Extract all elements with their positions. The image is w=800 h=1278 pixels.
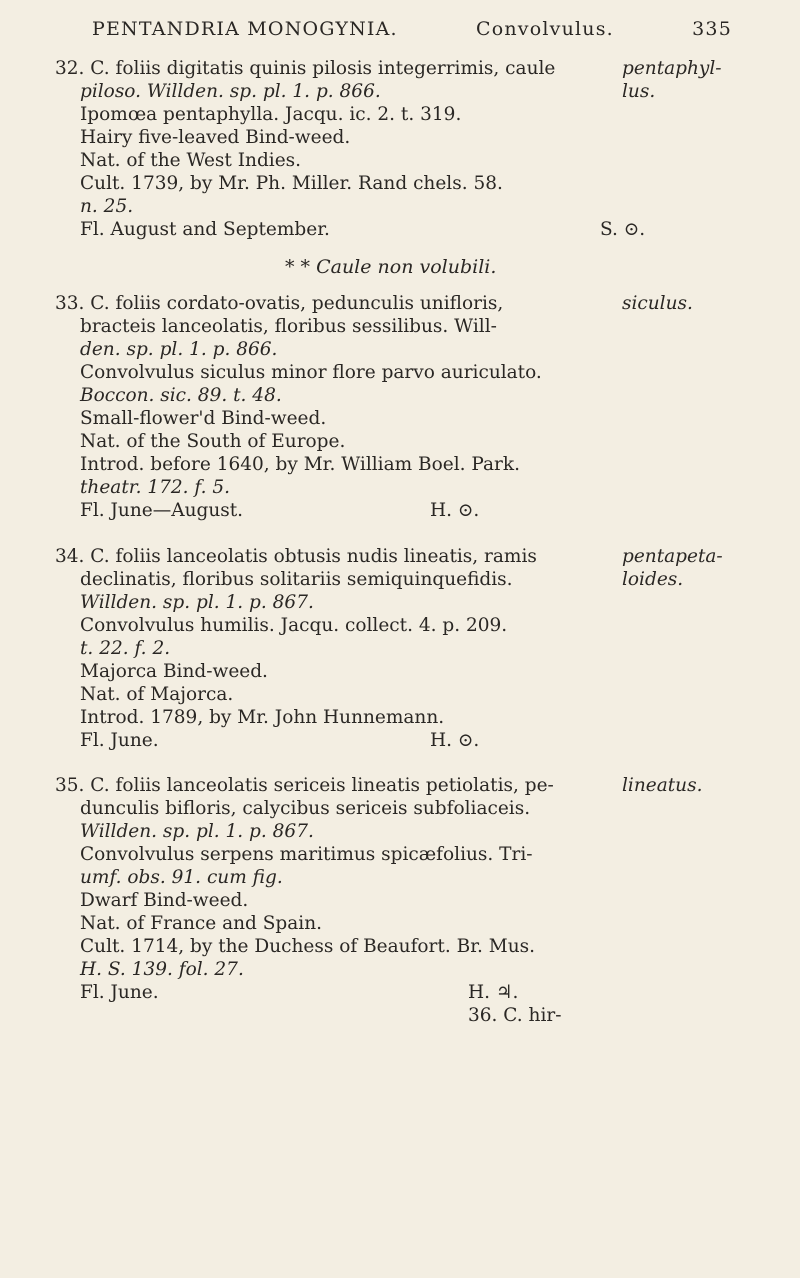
entry-32-line-9: S. ⊙. — [600, 219, 646, 240]
entry-32-line-7: n. 25. — [80, 196, 134, 217]
header-genus: Convolvulus. — [475, 18, 614, 40]
entry-35-line-1: 35. C. foliis lanceolatis sericeis lineatis petiolatis, pe- — [55, 775, 554, 796]
entry-32-epithet-1: pentaphyl- — [622, 58, 722, 79]
catchword: 36. C. hir- — [468, 1005, 562, 1026]
entry-33-line-11: H. ⊙. — [430, 500, 480, 521]
entry-34-epithet-2: loides. — [622, 569, 684, 590]
entry-35-epithet: lineatus. — [622, 775, 703, 796]
running-header — [92, 18, 732, 40]
entry-33-line-10: Fl. June—August. — [80, 500, 244, 521]
entry-35-line-7: Nat. of France and Spain. — [80, 913, 323, 934]
entry-35-line-9: H. S. 139. fol. 27. — [80, 959, 244, 980]
entry-34-line-1: 34. C. foliis lanceolatis obtusis nudis lineatis, ramis — [55, 546, 537, 567]
entry-32-epithet-2: lus. — [622, 81, 656, 102]
entry-32-line-3: Ipomœa pentaphylla. Jacqu. ic. 2. t. 319. — [80, 104, 462, 125]
entry-34-line-2: declinatis, floribus solitariis semiquinquefidis. — [80, 569, 513, 590]
entry-35-line-6: Dwarf Bind-weed. — [80, 890, 249, 911]
entry-33-line-5: Boccon. sic. 89. t. 48. — [80, 385, 282, 406]
header-class-order: PENTANDRIA MONOGYNIA. — [92, 18, 398, 40]
entry-35-line-3: Willden. sp. pl. 1. p. 867. — [80, 821, 314, 842]
entry-34-line-9: Fl. June. — [80, 730, 159, 751]
entry-33-epithet: siculus. — [622, 293, 693, 314]
entry-35-line-8: Cult. 1714, by the Duchess of Beaufort. Br. Mus. — [80, 936, 535, 957]
entry-33-line-3: den. sp. pl. 1. p. 866. — [80, 339, 278, 360]
section-heading: * * Caule non volubili. — [285, 256, 497, 278]
entry-34-line-8: Introd. 1789, by Mr. John Hunnemann. — [80, 707, 445, 728]
entry-34-line-3: Willden. sp. pl. 1. p. 867. — [80, 592, 314, 613]
entry-33-line-6: Small-flower'd Bind-weed. — [80, 408, 327, 429]
entry-33-line-2: bracteis lanceolatis, floribus sessilibus. Will- — [80, 316, 497, 337]
entry-34-line-10: H. ⊙. — [430, 730, 480, 751]
entry-35-line-11: H. ♃. — [468, 982, 519, 1003]
entry-35-line-2: dunculis bifloris, calycibus sericeis subfoliaceis. — [80, 798, 531, 819]
entry-35-line-5: umf. obs. 91. cum fig. — [80, 867, 283, 888]
entry-32-line-8: Fl. August and September. — [80, 219, 330, 240]
entry-32-line-5: Nat. of the West Indies. — [80, 150, 302, 171]
entry-33-line-4: Convolvulus siculus minor flore parvo auriculato. — [80, 362, 542, 383]
entry-34-line-4: Convolvulus humilis. Jacqu. collect. 4. p. 209. — [80, 615, 508, 636]
entry-34-line-5: t. 22. f. 2. — [80, 638, 171, 659]
entry-34-line-7: Nat. of Majorca. — [80, 684, 234, 705]
page-number: 335 — [692, 18, 732, 40]
entry-35-line-4: Convolvulus serpens maritimus spicæfolius. Tri- — [80, 844, 533, 865]
entry-33-line-8: Introd. before 1640, by Mr. William Boel. Park. — [80, 454, 520, 475]
entry-33-line-1: 33. C. foliis cordato-ovatis, pedunculis unifloris, — [55, 293, 504, 314]
entry-32-line-1: 32. C. foliis digitatis quinis pilosis integerrimis, caule — [55, 58, 556, 79]
entry-32-line-4: Hairy five-leaved Bind-weed. — [80, 127, 351, 148]
entry-34-epithet-1: pentapeta- — [622, 546, 723, 567]
entry-34-line-6: Majorca Bind-weed. — [80, 661, 268, 682]
entry-32-line-2: piloso. Willden. sp. pl. 1. p. 866. — [80, 81, 381, 102]
entry-35-line-10: Fl. June. — [80, 982, 159, 1003]
entry-33-line-9: theatr. 172. f. 5. — [80, 477, 231, 498]
entry-33-line-7: Nat. of the South of Europe. — [80, 431, 346, 452]
entry-32-line-6: Cult. 1739, by Mr. Ph. Miller. Rand chels. 58. — [80, 173, 503, 194]
